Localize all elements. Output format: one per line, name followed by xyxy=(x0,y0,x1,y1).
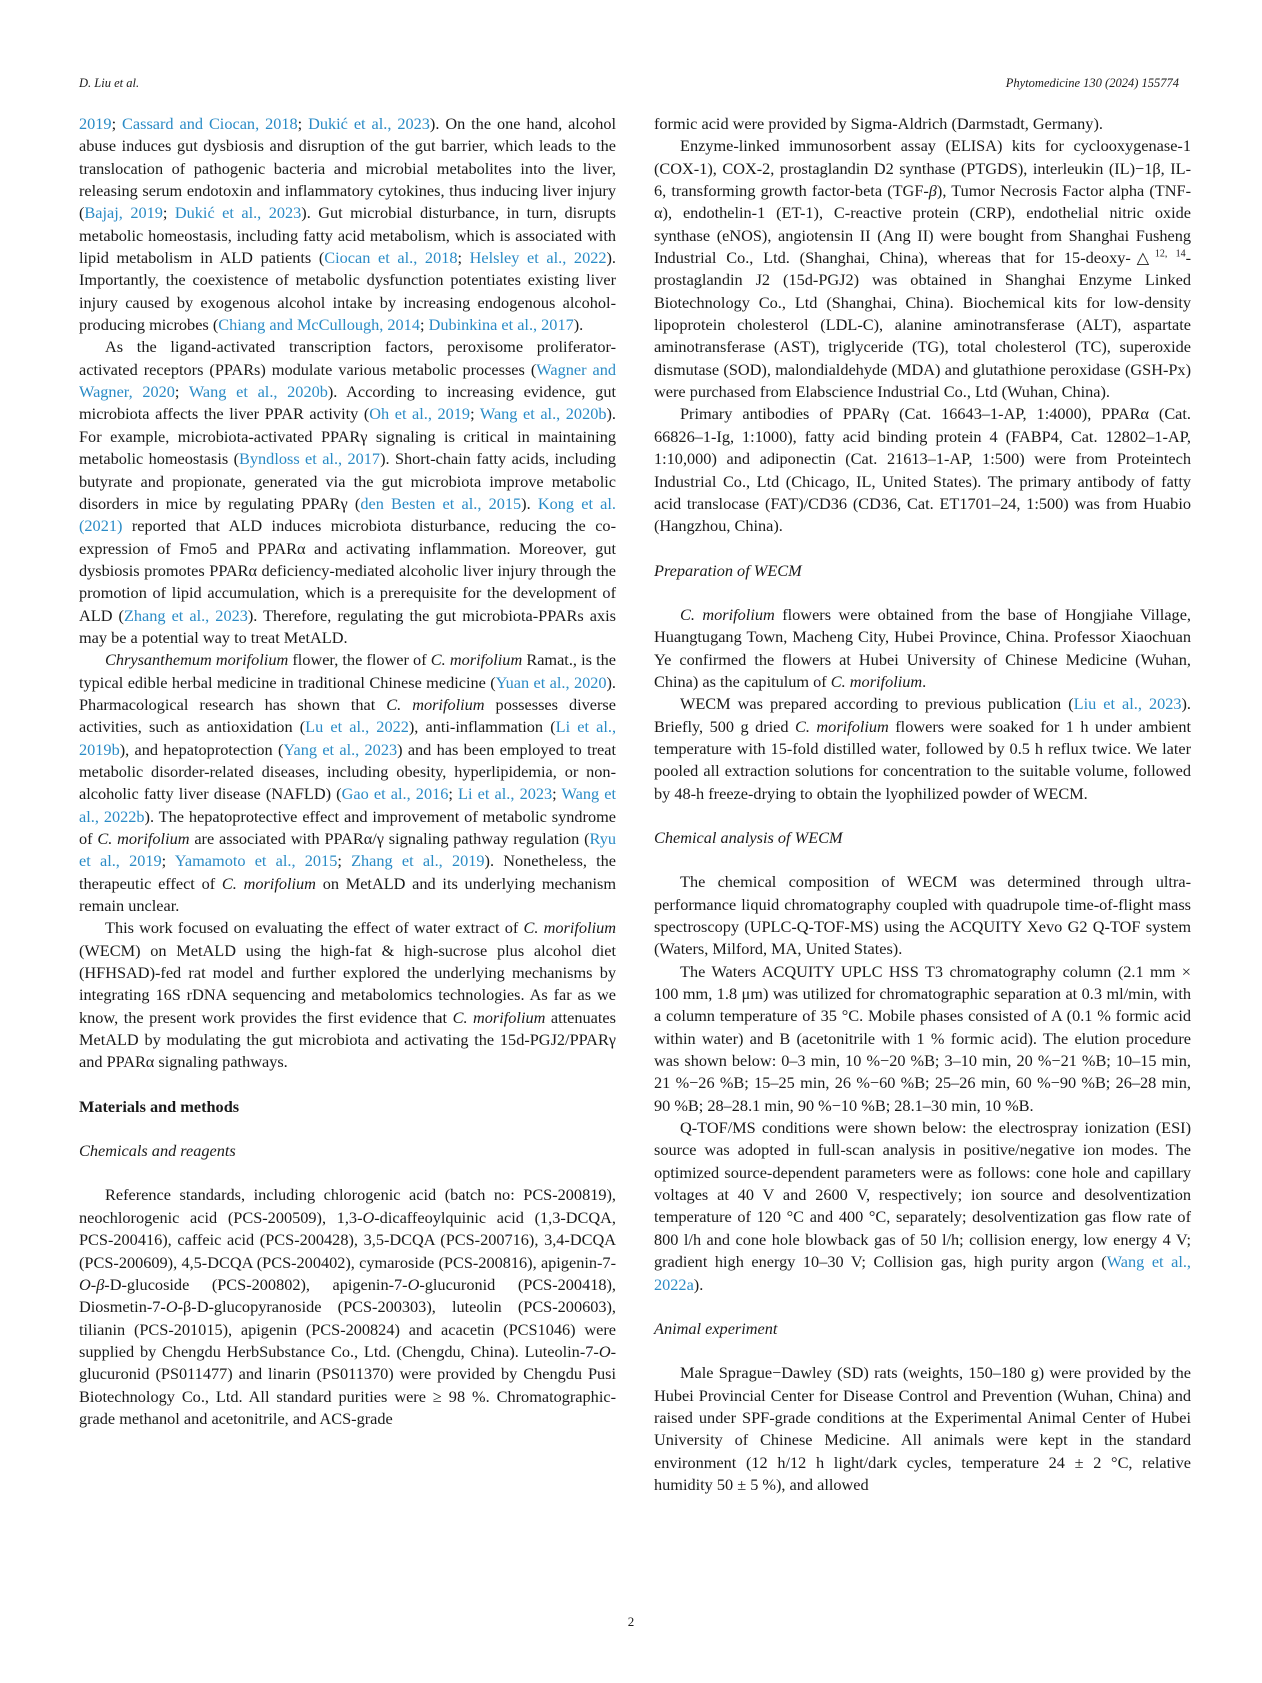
citation-link[interactable]: Gao et al., 2016 xyxy=(341,784,449,804)
running-head-journal: Phytomedicine 130 (2024) 155774 xyxy=(1005,76,1179,90)
citation-link[interactable]: Zhang et al., 2019 xyxy=(351,851,485,871)
citation-link[interactable]: 2019 xyxy=(79,114,112,133)
left-column xyxy=(79,113,616,1430)
subheading-chemical-analysis: Chemical analysis of WECM xyxy=(654,827,843,847)
citation-link[interactable]: Ryu et al., 2019 xyxy=(79,829,616,871)
paragraph: formic acid were provided by Sigma-Aldrich (Darmstadt, Germany). xyxy=(654,114,1103,133)
paragraph: The chemical composition of WECM was determined through ultra-performance liquid chromatography coupled with quadrupole time-of-flight mass spectroscopy (UPLC-Q-TOF-MS) using the ACQUITY Xevo G2 Q-TOF system (Waters, Milford, MA, United States). xyxy=(654,872,1191,959)
citation-link[interactable]: Dukić et al., 2023 xyxy=(174,203,302,223)
italic-term: C. morifolium xyxy=(430,650,523,670)
paragraph: Chrysanthemum morifolium flower, the flower of C. morifolium Ramat., is the typical edible herbal medicine in traditional Chinese medicine (Yuan et al., 2020). Pharmacological research has shown that C. morifolium possesses diverse activities, such as antioxidation (Lu et al., 2022), anti-inflammation (Li et al., 2019b), and hepatoprotection (Yang et al., 2023) and has been employed to treat metabolic disorder-related diseases, including obesity, hyperlipidemia, or non-alcoholic fatty liver disease (NAFLD) (Gao et al., 2016; Li et al., 2023; Wang et al., 2022b). The hepatoprotective effect and improvement of metabolic syndrome of C. morifolium are associated with PPARα/γ signaling pathway regulation (Ryu et al., 2019; Yamamoto et al., 2015; Zhang et al., 2019). Nonetheless, the therapeutic effect of C. morifolium on MetALD and its underlying mechanism remain unclear. xyxy=(79,650,617,916)
citation-link[interactable]: Kong et al. (2021) xyxy=(79,493,617,536)
citation-link[interactable]: Liu et al., 2023 xyxy=(1073,694,1182,714)
italic-term: O xyxy=(362,1207,375,1227)
italic-term: Chrysanthemum morifolium xyxy=(105,650,289,670)
paragraph: Q-TOF/MS conditions were shown below: the electrospray ionization (ESI) source was adopted in full-scan analysis in positive/negative ion modes. The optimized source-dependent parameters were as follows: cone hole and capillary voltages at 40 V and 2600 V, respectively; ion source and desolventization temperature of 120 °C and 400 °C, separately; desolventization gas flow rate of 800 l/h and cone hole blowback gas of 50 l/h; collision energy, low energy 4 V; gradient high energy 10–30 V; Collision gas, high purity argon (Wang et al., 2022a). xyxy=(654,1118,1191,1294)
citation-link[interactable]: Wagner and Wagner, 2020 xyxy=(79,359,616,402)
citation-link[interactable]: den Besten et al., 2015 xyxy=(360,493,522,513)
citation-link[interactable]: Wang et al., 2020b xyxy=(188,382,328,402)
paragraph: Reference standards, including chlorogenic acid (batch no: PCS-200819), neochlorogenic acid (PCS-200509), 1,3-O-dicaffeoylquinic acid (1,3-DCQA, PCS-200416), caffeic acid (PCS-200428), 3,5-DCQA (PCS-200716), 3,4-DCQA (PCS-200609), 4,5-DCQA (PCS-200402), cymaroside (PCS-200816), apigenin-7-O-β-D-glucoside (PCS-200802), apigenin-7-O-glucuronid (PCS-200418), Diosmetin-7-O-β-D-glucopyranoside (PCS-200303), luteolin (PCS-200603), tilianin (PCS-201015), apigenin (PCS-200824) and acacetin (PCS1046) were supplied by Chengdu HerbSubstance Co., Ltd. (Chengdu, China). Luteolin-7-O-glucuronid (PS011477) and linarin (PS011370) were provided by Chengdu Pusi Biotechnology Co., Ltd. All standard purities were ≥ 98 %. Chromatographic-grade methanol and acetonitrile, and ACS-grade xyxy=(79,1185,616,1428)
citation-link[interactable]: Chiang and McCullough, 2014 xyxy=(218,315,420,335)
subheading-animal-experiment: Animal experiment xyxy=(654,1318,778,1338)
citation-link[interactable]: Oh et al., 2019 xyxy=(369,404,471,424)
italic-term: C. morifolium xyxy=(795,716,889,736)
italic-term: O xyxy=(79,1274,91,1294)
italic-term: C. morifolium xyxy=(221,873,316,893)
italic-term: C. morifolium xyxy=(830,671,923,691)
citation-link[interactable]: Wang et al., 2020b xyxy=(479,404,607,424)
paragraph: WECM was prepared according to previous publication (Liu et al., 2023). Briefly, 500 g dried C. morifolium flowers were soaked for 1 h under ambient temperature with 15-fold distilled water, followed by 0.5 h reflux twice. We later pooled all extraction solutions for concentration to the suitable volume, followed by 48-h freeze-drying to obtain the lyophilized powder of WECM. xyxy=(654,694,1192,803)
subheading-chemicals-reagents: Chemicals and reagents xyxy=(79,1141,236,1161)
paragraph: 2019; Cassard and Ciocan, 2018; Dukić et al., 2023). On the one hand, alcohol abuse induces gut dysbiosis and disruption of the gut barrier, which leads to the translocation of pathogenic bacteria and microbial metabolites into the liver, releasing serum endotoxin and inflammatory cytokines, thus inducing liver injury (Bajaj, 2019; Dukić et al., 2023). Gut microbial disturbance, in turn, disrupts metabolic homeostasis, including fatty acid metabolism, which is associated with lipid metabolism in ALD patients (Ciocan et al., 2018; Helsley et al., 2022). Importantly, the coexistence of metabolic dysfunction potentiates existing liver injury caused by exogenous alcohol intake by increasing endogenous alcohol-producing microbes (Chiang and McCullough, 2014; Dubinkina et al., 2017). xyxy=(79,114,617,335)
italic-term: C. morifolium xyxy=(97,829,190,848)
paragraph: As the ligand-activated transcription factors, peroxisome proliferator-activated receptors (PPARs) modulate various metabolic processes (Wagner and Wagner, 2020; Wang et al., 2020b). According to increasing evidence, gut microbiota affects the liver PPAR activity (Oh et al., 2019; Wang et al., 2020b). For example, microbiota-activated PPARγ signaling is critical in maintaining metabolic homeostasis (Byndloss et al., 2017). Short-chain fatty acids, including butyrate and propionate, generated via the gut microbiota improve metabolic disorders in mice by regulating PPARγ (den Besten et al., 2015). Kong et al. (2021) reported that ALD induces microbiota disturbance, reducing the co-expression of Fmo5 and PPARα and activating inflammation. Moreover, gut dysbiosis promotes PPARα deficiency-mediated alcoholic liver injury through the promotion of lipid accumulation, which is a prerequisite for the development of ALD (Zhang et al., 2023). Therefore, regulating the gut microbiota-PPARs axis may be a potential way to treat MetALD. xyxy=(79,337,617,647)
citation-link[interactable]: Ciocan et al., 2018 xyxy=(324,248,458,268)
paragraph: This work focused on evaluating the effect of water extract of C. morifolium (WECM) on MetALD using the high-fat & high-sucrose plus alcohol diet (HFHSAD)-fed rat model and further explored the underlying mechanisms by integrating 16S rDNA sequencing and metabolomics technologies. As far as we know, the present work provides the first evidence that C. morifolium attenuates MetALD by modulating the gut microbiota and activating the 15d-PGJ2/PPARγ and PPARα signaling pathways. xyxy=(79,918,616,1072)
citation-link[interactable]: Byndloss et al., 2017 xyxy=(239,449,381,469)
italic-term: O xyxy=(407,1274,420,1294)
running-head-authors: D. Liu et al. xyxy=(79,76,140,90)
citation-link[interactable]: Yuan et al., 2020 xyxy=(495,672,607,692)
italic-term: β xyxy=(928,181,937,201)
superscript: 12, 14 xyxy=(1154,248,1186,260)
citation-link[interactable]: Yamamoto et al., 2015 xyxy=(174,851,338,871)
citation-link[interactable]: Helsley et al., 2022 xyxy=(469,248,607,268)
citation-link[interactable]: Lu et al., 2022 xyxy=(305,717,409,737)
paragraph: Enzyme-linked immunosorbent assay (ELISA) kits for cyclooxygenase-1 (COX-1), COX-2, prostaglandin D2 synthase (PTGDS), interleukin (IL)−1β, IL- 6, transforming growth factor-beta (TGF-β), Tumor Necrosis Factor alpha (TNF-α), endothelin-1 (ET-1), C-reactive protein (CRP), endothelial nitric oxide synthase (eNOS), angiotensin II (Ang II) were bought from Shanghai Fusheng Industrial Co., Ltd. (Shanghai, China), whereas that for 15-deoxy-△$^{12, 14}$-prostaglandin J2 (15d-PGJ2) was obtained in Shanghai Enzyme Linked Biotechnology Co., Ltd (Shanghai, China). Biochemical kits for low-density lipoprotein cholesterol (LDL-C), alanine aminotransferase (ALT), aspartate aminotransferase (AST), triglyceride (TG), total cholesterol (TC), superoxide dismutase (SOD), malondialdehyde (MDA) and glutathione peroxidase (GSH-Px) were purchased from Elabscience Industrial Co., Ltd (Wuhan, China). xyxy=(654,136,1192,402)
citation-link[interactable]: Bajaj, 2019 xyxy=(84,203,163,223)
italic-term: C. morifolium xyxy=(386,694,485,714)
citation-link[interactable]: Dukić et al., 2023 xyxy=(308,114,430,133)
paragraph: Male Sprague−Dawley (SD) rats (weights, 150–180 g) were provided by the Hubei Provincial Center for Disease Control and Prevention (Wuhan, China) and raised under SPF-grade conditions at the Experimental Animal Center of Hubei University of Chinese Medicine. All animals were kept in the standard environment (12 h/12 h light/dark cycles, temperature 24 ± 2 °C, relative humidity 50 ± 5 %), and allowed xyxy=(654,1363,1191,1494)
citation-link[interactable]: Dubinkina et al., 2017 xyxy=(428,315,574,335)
citation-link[interactable]: Wang et al., 2022b xyxy=(79,784,616,826)
italic-term: O xyxy=(165,1297,178,1317)
right-column xyxy=(654,113,1191,1496)
paragraph: The Waters ACQUITY UPLC HSS T3 chromatography column (2.1 mm × 100 mm, 1.8 μm) was utilized for chromatographic separation at 0.3 ml/min, with a column temperature of 35 °C. Mobile phases consisted of A (0.1 % formic acid within water) and B (acetonitrile with 1 % formic acid). The elution procedure was shown below: 0–3 min, 10 %−20 %B; 3–10 min, 20 %−21 %B; 10–15 min, 21 %−26 %B; 15–25 min, 26 %−60 %B; 25–26 min, 60 %−90 %B; 26–28 min, 90 %B; 28–28.1 min, 90 %−10 %B; 28.1–30 min, 10 %B. xyxy=(654,961,1191,1115)
paragraph: C. morifolium flowers were obtained from the base of Hongjiahe Village, Huangtugang Town, Macheng City, Hubei Province, China. Professor Xiaochuan Ye confirmed the flowers at Hubei University of Chinese Medicine (Wuhan, China) as the capitulum of C. morifolium. xyxy=(654,604,1191,691)
italic-term: C. morifolium xyxy=(452,1007,546,1027)
citation-link[interactable]: Yang et al., 2023 xyxy=(283,739,398,759)
citation-link[interactable]: Li et al., 2019b xyxy=(79,717,617,759)
citation-link[interactable]: Cassard and Ciocan, 2018 xyxy=(122,114,298,133)
subheading-preparation-wecm: Preparation of WECM xyxy=(654,560,802,580)
page-number: 2 xyxy=(627,1614,635,1629)
section-heading-materials-methods: Materials and methods xyxy=(79,1096,240,1116)
italic-term: O xyxy=(598,1341,611,1361)
italic-term: C. morifolium xyxy=(680,604,775,624)
citation-link[interactable]: Wang et al., 2022a xyxy=(654,1252,1191,1294)
paragraph: Primary antibodies of PPARγ (Cat. 16643–1-AP, 1:4000), PPARα (Cat. 66826–1-Ig, 1:1000), fatty acid binding protein 4 (FABP4, Cat. 12802–1-AP, 1:10,000) and adiponectin (Cat. 21613–1-AP, 1:500) were from Proteintech Industrial Co., Ltd (Chicago, IL, United States). The primary antibody of fatty acid translocase (FAT)/CD36 (CD36, Cat. ET1701–24, 1:500) was from Huabio (Hangzhou, China). xyxy=(654,404,1191,536)
citation-link[interactable]: Li et al., 2023 xyxy=(458,784,553,804)
citation-link[interactable]: Zhang et al., 2023 xyxy=(123,605,248,625)
italic-term: C. morifolium xyxy=(523,918,616,938)
italic-term: β xyxy=(96,1274,105,1294)
